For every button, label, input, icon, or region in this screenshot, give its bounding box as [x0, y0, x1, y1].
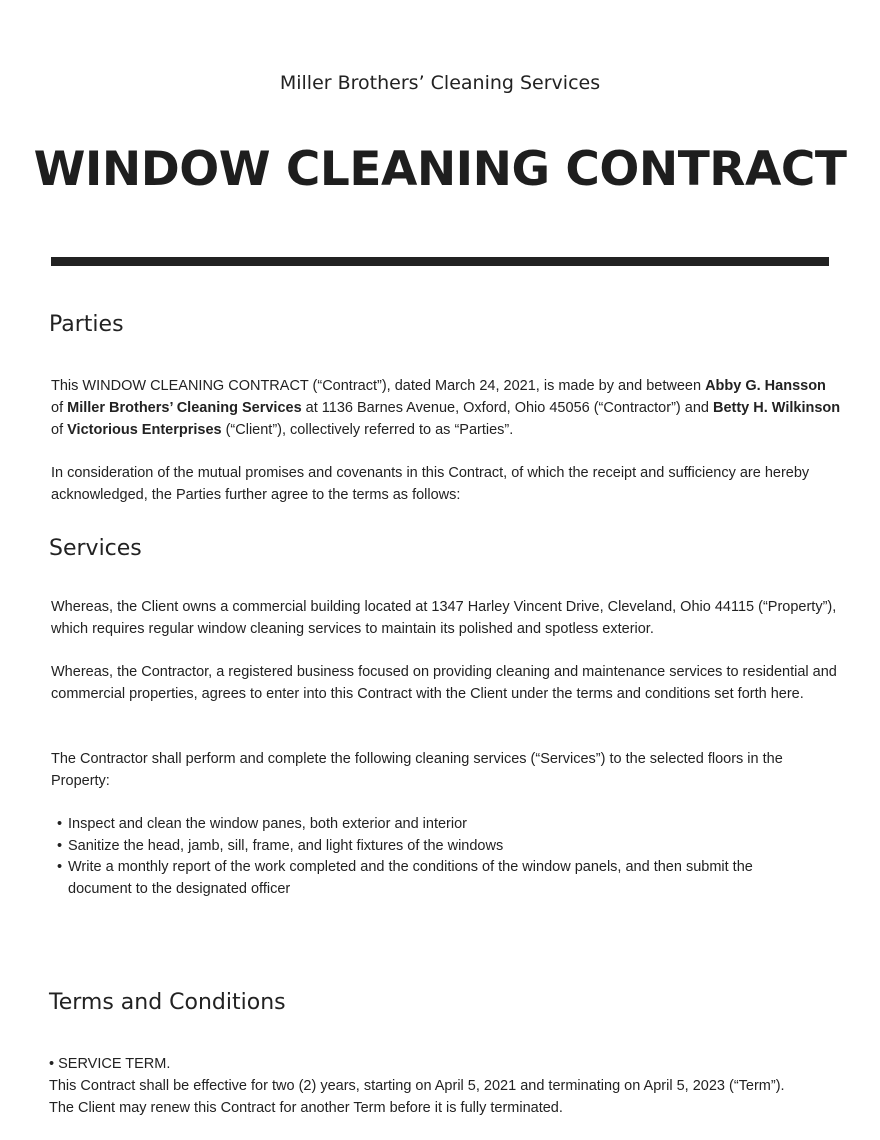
parties-paragraph-1	[51, 375, 841, 441]
services-paragraph-3: The Contractor shall perform and complete the following cleaning services (“Services”) to the selected floors in the Property:	[51, 751, 783, 789]
list-item: • Sanitize the head, jamb, sill, frame, and light fixtures of the windows	[57, 836, 817, 858]
company-name: Miller Brothers’ Cleaning Services	[279, 72, 601, 94]
bullet-icon: •	[57, 859, 63, 875]
bullet-icon: •	[57, 816, 63, 832]
services-paragraph-2: Whereas, the Contractor, a registered business focused on providing cleaning and maintenance services to residential and commercial properties, agrees to enter into this Contract with the Client under the terms and conditions set forth here.	[51, 664, 837, 702]
services-list	[57, 814, 817, 900]
services-heading: Services	[49, 536, 142, 561]
contractor-company: Miller Brothers’ Cleaning Services	[67, 400, 302, 416]
terms-heading: Terms and Conditions	[49, 990, 286, 1015]
list-item: • Inspect and clean the window panes, both exterior and interior	[57, 814, 817, 836]
document-title: WINDOW CLEANING CONTRACT	[33, 142, 847, 197]
parties-text-b: of	[51, 400, 68, 416]
parties-paragraph-2: In consideration of the mutual promises and covenants in this Contract, of which the receipt and sufficiency are hereby acknowledged, the Parties further agree to the terms as follows:	[51, 465, 810, 503]
list-item: • Write a monthly report of the work completed and the conditions of the window panels, and then submit the document to the designated officer	[57, 859, 753, 897]
service-term-text: This Contract shall be effective for two (2) years, starting on April 5, 2021 and terminating on April 5, 2023 (“Term”). The Client may renew this Contract for another Term before it is fully terminated.	[49, 1078, 785, 1116]
parties-heading: Parties	[49, 312, 124, 337]
parties-text-c: at 1136 Barnes Avenue, Oxford, Ohio 45056 (“Contractor”) and	[301, 400, 713, 416]
client-name: Betty H. Wilkinson	[712, 400, 841, 416]
parties-text-a: This WINDOW CLEANING CONTRACT (“Contract”), dated March 24, 2021, is made by and between	[51, 378, 706, 394]
bullet-icon: •	[57, 837, 63, 854]
contractor-name: Abby G. Hansson	[705, 378, 826, 394]
services-paragraph-1: Whereas, the Client owns a commercial building located at 1347 Harley Vincent Drive, Cleveland, Ohio 44115 (“Property”), which requires regular window cleaning services to maintain its polished and spotless exterior.	[51, 599, 837, 637]
parties-text-d: of	[51, 422, 68, 438]
service-term-label: • SERVICE TERM.	[49, 1056, 171, 1072]
title-divider	[51, 257, 829, 266]
parties-text-e: (“Client”), collectively referred to as “Parties”.	[221, 422, 514, 438]
client-company: Victorious Enterprises	[67, 422, 222, 438]
